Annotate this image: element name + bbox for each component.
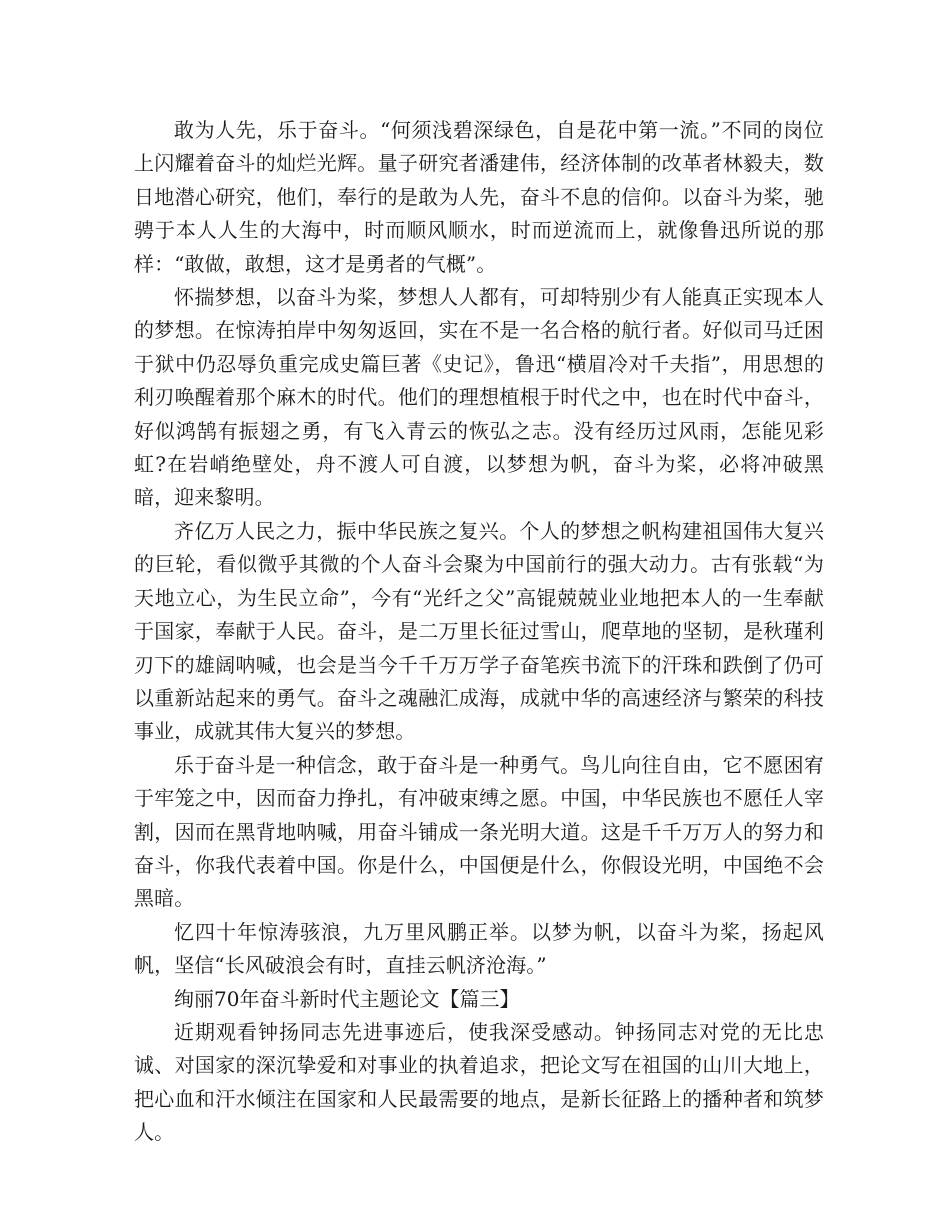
paragraph-2: 怀揣梦想，以奋斗为桨，梦想人人都有，可却特别少有人能真正实现本人的梦想。在惊涛拍岸中匆匆返回，实在不是一名合格的航行者。好似司马迁困于狱中仍忍辱负重完成史篇巨著《史记》，鲁迅“横眉冷对千夫指”，用思想的利刃唤醒着那个麻木的时代。他们的理想植根于时代之中，也在时代中奋斗，好似鸿鹄有振翅之勇，有飞入青云的恢弘之志。没有经历过风雨，怎能见彩虹?在岩峭绝壁处，舟不渡人可自渡，以梦想为帆，奋斗为桨，必将冲破黑暗，迎来黎明。 xyxy=(134,285,824,510)
paragraph-5: 忆四十年惊涛骇浪，九万里风鹏正举。以梦为帆，以奋斗为桨，扬起风帆，坚信“长风破浪会有时，直挂云帆济沧海。” xyxy=(134,919,824,978)
document-page xyxy=(134,114,824,1150)
closing-paragraph: 近期观看钟扬同志先进事迹后，使我深受感动。钟扬同志对党的无比忠诚、对国家的深沉挚爱和对事业的执着追求，把论文写在祖国的山川大地上，把心血和汗水倾注在国家和人民最需要的地点，是新长征路上的播种者和筑梦人。 xyxy=(134,1019,824,1145)
paragraph-3: 齐亿万人民之力，振中华民族之复兴。个人的梦想之帆构建祖国伟大复兴的巨轮，看似微乎其微的个人奋斗会聚为中国前行的强大动力。古有张载“为天地立心，为生民立命”，今有“光纤之父”高锟兢兢业业地把本人的一生奉献于国家，奉献于人民。奋斗，是二万里长征过雪山，爬草地的坚韧，是秋瑾利刃下的雄阔呐喊，也会是当今千千万万学子奋笔疾书流下的汗珠和跌倒了仍可以重新站起来的勇气。奋斗之魂融汇成海，成就中华的高速经济与繁荣的科技事业，成就其伟大复兴的梦想。 xyxy=(134,518,824,744)
section-heading: 绚丽70年奋斗新时代主题论文【篇三】 xyxy=(174,986,520,1011)
paragraph-4: 乐于奋斗是一种信念，敢于奋斗是一种勇气。鸟儿向往自由，它不愿困宥于牢笼之中，因而奋力挣扎，有冲破束缚之愿。中国，中华民族也不愿任人宰割，因而在黑背地呐喊，用奋斗铺成一条光明大道。这是千千万万人的努力和奋斗，你我代表着中国。你是什么，中国便是什么，你假设光明，中国绝不会黑暗。 xyxy=(134,752,824,911)
paragraph-1: 敢为人先，乐于奋斗。“何须浅碧深绿色，自是花中第一流。”不同的岗位上闪耀着奋斗的灿烂光辉。量子研究者潘建伟，经济体制的改革者林毅夫，数日地潜心研究，他们，奉行的是敢为人先，奋斗不息的信仰。以奋斗为桨，驰骋于本人人生的大海中，时而顺风顺水，时而逆流而上，就像鲁迅所说的那样：“敢做，敢想，这才是勇者的气概”。 xyxy=(134,118,824,276)
